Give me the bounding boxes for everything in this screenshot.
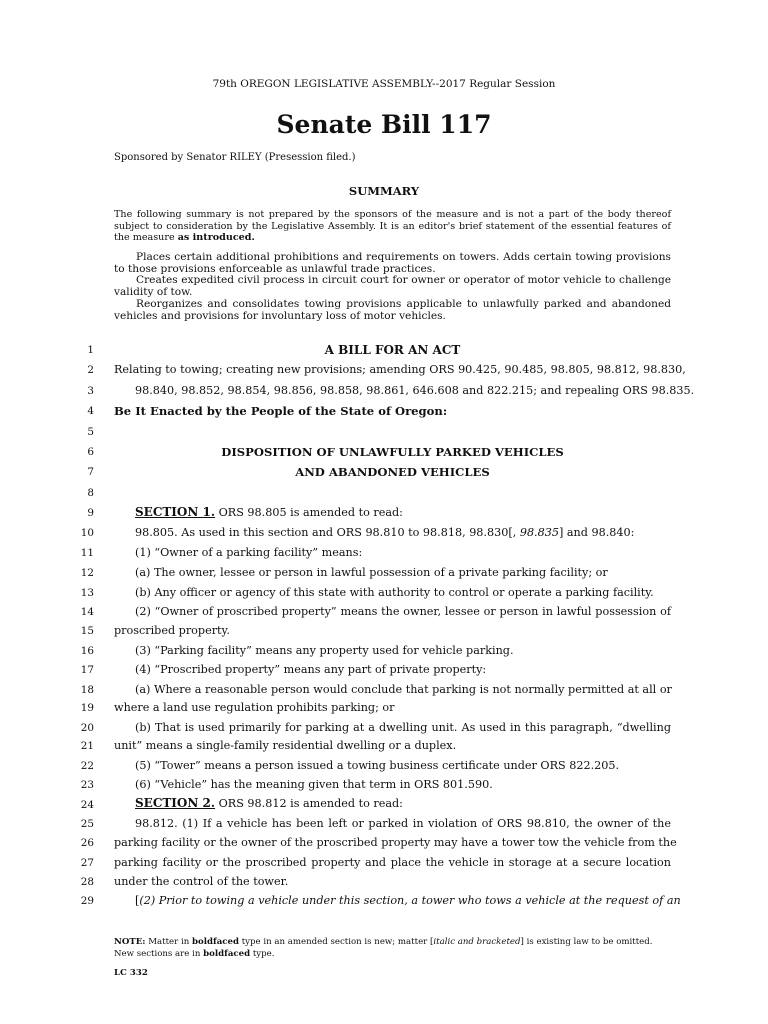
bill-for-an-act: A BILL FOR AN ACT <box>324 343 461 357</box>
summary-intro: The following summary is not prepared by the sponsors of the measure and is not a part of the body thereof subject to consideration by the Legislative Assembly. It is an editor's brief statement of the essential features of the measure as introduced. <box>114 209 671 243</box>
bill-line: Relating to towing; creating new provisions; amending ORS 90.425, 90.485, 98.805, 98.812, 98.830, <box>114 363 686 376</box>
line-number: 13 <box>80 587 94 599</box>
line-number: 14 <box>80 606 94 618</box>
line-number: 5 <box>87 426 94 438</box>
bill-line: (b) That is used primarily for parking at a dwelling unit. As used in this paragraph, “dwelling <box>135 721 671 734</box>
line-number: 8 <box>87 487 94 499</box>
line-number: 2 <box>87 364 94 376</box>
line-number: 11 <box>80 547 94 559</box>
bill-line: 98.805. As used in this section and ORS 98.810 to 98.818, 98.830[, 98.835] and 98.840: <box>135 526 635 539</box>
bill-line: (b) Any officer or agency of this state with authority to control or operate a parking facility. <box>135 586 654 599</box>
bill-line: 98.812. (1) If a vehicle has been left or parked in violation of ORS 98.810, the owner of the <box>135 817 671 830</box>
lc-number: LC 332 <box>114 968 148 978</box>
line-number: 10 <box>80 527 94 539</box>
line-number: 29 <box>80 895 94 907</box>
bill-line: parking facility or the proscribed property and place the vehicle in storage at a secure location <box>114 856 671 869</box>
line-number: 4 <box>87 405 94 417</box>
section-label: SECTION 2. <box>135 796 216 810</box>
deleted-text: 98.835 <box>516 526 559 539</box>
footnote-line-1: NOTE: Matter in boldfaced type in an amended section is new; matter [italic and bracketed] is existing law to be omitted. <box>114 937 653 947</box>
line-number: 21 <box>80 740 94 752</box>
sponsor-line: Sponsored by Senator RILEY (Presession filed.) <box>114 152 356 163</box>
line-number: 20 <box>80 722 94 734</box>
footnote <box>114 936 674 960</box>
bill-line: [(2) Prior to towing a vehicle under this section, a tower who tows a vehicle at the request of an <box>135 894 681 907</box>
summary-heading: SUMMARY <box>348 184 420 198</box>
session-header: 79th OREGON LEGISLATIVE ASSEMBLY--2017 Regular Session <box>212 78 556 90</box>
summary-body <box>114 252 671 322</box>
bill-line: under the control of the tower. <box>114 875 289 888</box>
line-number: 1 <box>87 344 94 356</box>
line-number: 19 <box>80 702 94 714</box>
bill-line: (6) “Vehicle” has the meaning given that term in ORS 801.590. <box>135 778 493 791</box>
summary-paragraph: Creates expedited civil process in circuit court for owner or operator of motor vehicle to challenge validity of tow. <box>114 274 671 299</box>
line-number: 27 <box>80 857 94 869</box>
bill-line: where a land use regulation prohibits parking; or <box>114 701 395 714</box>
line-number: 22 <box>80 760 94 772</box>
bill-line: (4) “Proscribed property” means any part of private property: <box>135 663 487 676</box>
line-number: 16 <box>80 645 94 657</box>
line-number: 3 <box>87 385 94 397</box>
bill-line: 98.840, 98.852, 98.854, 98.856, 98.858, 98.861, 646.608 and 822.215; and repealing ORS 98.835. <box>135 384 695 397</box>
line-number: 6 <box>87 446 94 458</box>
line-number: 28 <box>80 876 94 888</box>
bill-line: (a) The owner, lessee or person in lawful possession of a private parking facility; or <box>135 566 608 579</box>
line-number: 23 <box>80 779 94 791</box>
bill-line: SECTION 1. ORS 98.805 is amended to read: <box>135 505 403 519</box>
line-number: 25 <box>80 818 94 830</box>
footnote-line-2: New sections are in boldfaced type. <box>114 949 275 959</box>
section-heading: AND ABANDONED VEHICLES <box>295 465 490 479</box>
bill-line: parking facility or the owner of the proscribed property may have a tower tow the vehicle from the <box>114 836 677 849</box>
bill-line: unit” means a single-family residential dwelling or a duplex. <box>114 739 457 752</box>
line-number: 24 <box>80 799 94 811</box>
summary-intro-bold: as introduced. <box>177 232 255 243</box>
bill-line: SECTION 2. ORS 98.812 is amended to read: <box>135 796 403 810</box>
section-heading: DISPOSITION OF UNLAWFULLY PARKED VEHICLES <box>221 445 564 459</box>
bill-line: (3) “Parking facility” means any property used for vehicle parking. <box>135 644 514 657</box>
line-number: 18 <box>80 684 94 696</box>
bill-line: (a) Where a reasonable person would conclude that parking is not normally permitted at all or <box>135 683 672 696</box>
bill-title: Senate Bill 117 <box>276 110 492 139</box>
enacting-clause: Be It Enacted by the People of the State of Oregon: <box>114 404 448 418</box>
section-label: SECTION 1. <box>135 505 216 519</box>
bill-line: (5) “Tower” means a person issued a towing business certificate under ORS 822.205. <box>135 759 620 772</box>
line-number: 15 <box>80 625 94 637</box>
line-number: 9 <box>87 507 94 519</box>
line-number: 7 <box>87 466 94 478</box>
line-number: 12 <box>80 567 94 579</box>
summary-paragraph: Reorganizes and consolidates towing provisions applicable to unlawfully parked and abandoned vehicles and provisions for involuntary loss of motor vehicles. <box>114 297 671 322</box>
line-number: 17 <box>80 664 94 676</box>
note-label: NOTE: <box>114 937 146 947</box>
summary-paragraph: Places certain additional prohibitions and requirements on towers. Adds certain towing provisions to those provisions enforceable as unlawful trade practices. <box>114 251 671 275</box>
line-number: 26 <box>80 837 94 849</box>
bill-line: (2) “Owner of proscribed property” means the owner, lessee or person in lawful possession of <box>135 605 671 618</box>
deleted-text: (2) Prior to towing a vehicle under this section, a tower who tows a vehicle at the request of an <box>139 894 681 907</box>
bill-line: (1) “Owner of a parking facility” means: <box>135 546 363 559</box>
bill-line: proscribed property. <box>114 624 230 637</box>
